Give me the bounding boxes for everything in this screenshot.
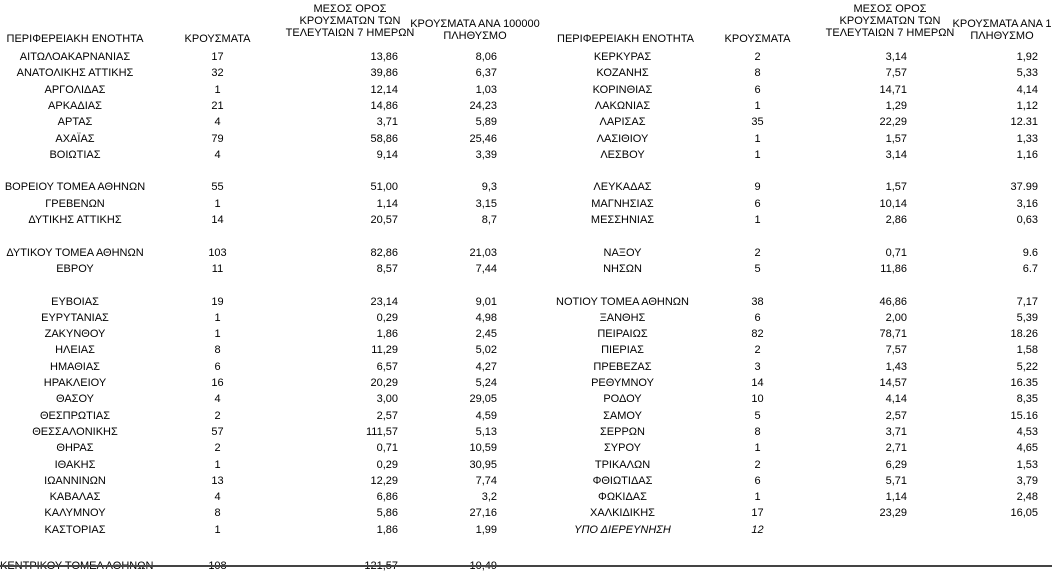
left-header-col-2: ΜΕΣΟΣ ΟΡΟΣ ΚΡΟΥΣΜΑΤΩΝ ΤΩΝ ΤΕΛΕΥΤΑΙΩΝ 7 ΗΜΕΡΩΝ	[285, 3, 415, 39]
right-row-cases: 1	[754, 99, 761, 112]
left-row-cases: 103	[208, 246, 227, 259]
right-row-name: ΦΘΙΩΤΙΔΑΣ	[592, 474, 653, 487]
right-row-cases: 14	[751, 377, 764, 389]
right-row-avg7: 6,29	[885, 458, 907, 471]
right-row-name: ΚΕΡΚΥΡΑΣ	[593, 51, 652, 63]
left-row-name: ΗΡΑΚΛΕΙΟΥ	[43, 377, 107, 389]
right-row-per100k: 5,22	[1016, 360, 1038, 373]
left-row-per100k: 7,44	[475, 262, 497, 275]
left-row-cases: 8	[214, 507, 221, 520]
right-row-name: ΛΑΚΩΝΙΑΣ	[594, 99, 651, 112]
right-row-cases: 5	[754, 262, 761, 275]
right-row-per100k: 4,65	[1016, 442, 1038, 455]
right-row-avg7: 2,86	[885, 214, 907, 226]
left-row-per100k: 1,03	[475, 83, 497, 96]
right-row-per100k: 1,16	[1016, 148, 1038, 161]
right-row-avg7: 46,86	[879, 295, 907, 308]
left-row-per100k: 24,23	[469, 99, 497, 112]
left-row-avg7: 6,57	[376, 360, 398, 373]
right-row-per100k: 1,33	[1016, 132, 1038, 145]
left-row-per100k: 5,89	[475, 116, 497, 129]
right-row-name: ΛΑΣΙΘΙΟΥ	[596, 132, 649, 145]
right-row-cases: 6	[754, 474, 761, 487]
right-row-per100k: 15.16	[1010, 409, 1038, 422]
left-row-per100k: 27,16	[469, 507, 497, 520]
right-row-name: ΤΡΙΚΑΛΩΝ	[594, 458, 651, 471]
right-row-per100k: 0,63	[1016, 214, 1038, 226]
left-row-cases: 1	[214, 197, 221, 210]
right-row-cases: 1	[754, 214, 761, 226]
left-row-name: ΘΕΣΣΑΛΟΝΙΚΗΣ	[32, 425, 118, 438]
left-row-cases: 1	[214, 458, 221, 471]
right-row-avg7: 23,29	[879, 507, 907, 520]
right-row-name: ΠΙΕΡΙΑΣ	[601, 344, 644, 357]
left-row-avg7: 11,29	[371, 344, 398, 357]
right-row-per100k: 1,58	[1016, 344, 1038, 357]
left-row-name: ΙΘΑΚΗΣ	[54, 458, 96, 471]
left-row-name: ΕΒΡΟΥ	[56, 262, 94, 275]
left-row-per100k: 29,05	[469, 393, 497, 406]
left-row-name: ΔΥΤΙΚΗΣ ΑΤΤΙΚΗΣ	[28, 214, 122, 226]
right-row-cases: 82	[751, 328, 764, 341]
left-row-avg7: 13,86	[370, 51, 398, 63]
right-row-per100k: 12.31	[1010, 116, 1038, 129]
right-row-name: ΛΕΥΚΑΔΑΣ	[593, 181, 652, 194]
right-row-per100k: 18.26	[1010, 328, 1038, 341]
left-row-cases: 32	[211, 67, 224, 80]
right-row-per100k: 3,16	[1016, 197, 1038, 210]
right-row-cases: 1	[754, 491, 761, 504]
left-row-name: ΑΧΑΪΑΣ	[55, 132, 95, 145]
right-row-name: ΣΥΡΟΥ	[603, 442, 641, 455]
left-row-cases: 17	[211, 51, 224, 63]
right-row-cases: 38	[751, 295, 764, 308]
right-row-name: ΜΕΣΣΗΝΙΑΣ	[590, 214, 655, 226]
right-row-cases: 2	[754, 344, 761, 357]
right-row-avg7: 5,71	[885, 474, 907, 487]
left-row-cases: 1	[214, 311, 221, 324]
right-row-per100k	[955, 523, 1038, 537]
left-row-cases: 4	[214, 116, 221, 129]
right-row-per100k: 9.6	[1022, 246, 1038, 259]
left-row-cases: 1	[214, 328, 221, 341]
left-row-per100k: 4,27	[475, 360, 497, 373]
left-row-cases: 8	[214, 344, 221, 357]
right-row-cases: 1	[754, 132, 761, 145]
left-row-name: ΕΥΒΟΙΑΣ	[51, 295, 99, 308]
right-row-per100k: 16,05	[1010, 507, 1038, 520]
right-row-cases: 1	[754, 148, 761, 161]
left-row-name: ΗΛΕΙΑΣ	[55, 344, 95, 357]
right-row-cases: 6	[754, 83, 761, 96]
right-row-cases: 6	[754, 311, 761, 324]
left-row-avg7: 0,29	[376, 458, 398, 471]
right-row-avg7: 2,57	[885, 409, 907, 422]
left-row-cases: 57	[211, 425, 224, 438]
left-header-col-3: ΚΡΟΥΣΜΑΤΑ ΑΝΑ 100000 ΠΛΗΘΥΣΜΟ	[410, 18, 540, 42]
left-row-cases: 6	[214, 360, 221, 373]
right-row-avg7: 3,71	[885, 425, 907, 438]
left-row-name: ΒΟΙΩΤΙΑΣ	[49, 148, 101, 161]
left-row-name: ΔΥΤΙΚΟΥ ΤΟΜΕΑ ΑΘΗΝΩΝ	[6, 246, 144, 259]
right-row-avg7: 1,57	[885, 181, 907, 194]
left-row-per100k: 3,2	[481, 491, 497, 504]
right-row-name: ΜΑΓΝΗΣΙΑΣ	[591, 197, 654, 210]
right-row-name: ΝΗΣΩΝ	[603, 262, 642, 275]
left-row-avg7: 6,86	[376, 491, 398, 504]
right-row-name: ΥΠΟ ΔΙΕΡΕΥΝΗΣΗ	[574, 523, 671, 536]
right-row-per100k: 4,53	[1016, 425, 1038, 438]
right-header-col-1: ΚΡΟΥΣΜΑΤΑ	[724, 33, 791, 45]
right-row-per100k: 2,48	[1016, 491, 1038, 504]
left-row-avg7: 20,29	[370, 377, 398, 389]
left-row-cases: 55	[211, 181, 224, 194]
left-row-per100k: 4,98	[475, 311, 497, 324]
right-row-name: ΝΑΞΟΥ	[603, 246, 642, 259]
left-row-per100k: 6,37	[475, 67, 497, 80]
right-row-per100k: 1,92	[1016, 51, 1038, 63]
left-row-avg7: 0,71	[376, 442, 398, 455]
left-row-name: ΒΟΡΕΙΟΥ ΤΟΜΕΑ ΑΘΗΝΩΝ	[4, 181, 146, 194]
left-header-col-1: ΚΡΟΥΣΜΑΤΑ	[184, 33, 251, 45]
right-row-avg7: 1,14	[885, 491, 907, 504]
left-row-per100k: 2,45	[475, 328, 497, 341]
left-row-avg7: 0,29	[376, 311, 398, 324]
left-row-per100k: 3,15	[475, 197, 497, 210]
left-row-cases: 21	[211, 99, 224, 112]
left-row-per100k: 7,74	[475, 474, 497, 487]
left-row-avg7: 8,57	[376, 262, 398, 275]
right-row-avg7: 7,57	[885, 344, 907, 357]
left-row-cases: 4	[214, 393, 221, 406]
right-row-name: ΣΕΡΡΩΝ	[600, 425, 645, 438]
right-row-avg7: 2,71	[885, 442, 907, 455]
left-row-avg7: 51,00	[370, 181, 398, 194]
left-row-avg7: 58,86	[370, 132, 398, 145]
left-row-cases: 2	[214, 409, 221, 422]
left-row-avg7: 20,57	[370, 214, 398, 226]
left-row-avg7: 1,14	[376, 197, 398, 210]
right-row-cases: 2	[754, 51, 761, 63]
right-row-avg7: 1,43	[885, 360, 907, 373]
left-row-per100k: 8,06	[475, 51, 497, 63]
left-row-per100k: 10,59	[469, 442, 497, 455]
left-row-name: ΚΑΣΤΟΡΙΑΣ	[44, 523, 106, 536]
left-header-col-0: ΠΕΡΙΦΕΡΕΙΑΚΗ ΕΝΟΤΗΤΑ	[6, 33, 144, 45]
right-header-col-3: ΚΡΟΥΣΜΑΤΑ ΑΝΑ 1 ΠΛΗΘΥΣΜΟ	[952, 18, 1052, 42]
right-row-avg7: 22,29	[879, 116, 907, 129]
left-row-per100k: 3,39	[475, 148, 497, 161]
left-row-cases: 79	[211, 132, 224, 145]
right-row-per100k: 4,14	[1016, 83, 1038, 96]
right-header-col-2: ΜΕΣΟΣ ΟΡΟΣ ΚΡΟΥΣΜΑΤΩΝ ΤΩΝ ΤΕΛΕΥΤΑΙΩΝ 7 ΗΜΕΡΩΝ	[825, 3, 955, 39]
left-row-name: ΙΩΑΝΝΙΝΩΝ	[44, 474, 106, 487]
right-header-col-0: ΠΕΡΙΦΕΡΕΙΑΚΗ ΕΝΟΤΗΤΑ	[557, 33, 694, 45]
right-row-cases: 12	[751, 523, 764, 536]
right-row-name: ΛΕΣΒΟΥ	[600, 148, 645, 161]
left-row-name: ΑΙΤΩΛΟΑΚΑΡΝΑΝΙΑΣ	[19, 51, 131, 63]
left-row-name: ΘΗΡΑΣ	[56, 442, 94, 455]
right-row-name: ΣΑΜΟΥ	[603, 409, 642, 422]
right-row-name: ΛΑΡΙΣΑΣ	[599, 116, 646, 129]
left-row-avg7: 1,86	[376, 523, 398, 536]
left-row-name: ΗΜΑΘΙΑΣ	[50, 360, 100, 373]
left-row-cases: 4	[214, 148, 221, 161]
right-row-name: ΠΡΕΒΕΖΑΣ	[593, 360, 652, 373]
right-row-cases: 8	[754, 67, 761, 80]
right-row-cases: 3	[754, 360, 761, 373]
left-row-avg7: 3,71	[376, 116, 398, 129]
left-row-avg7: 23,14	[370, 295, 398, 308]
right-row-avg7: 3,14	[885, 148, 907, 161]
right-row-cases: 35	[751, 116, 764, 129]
left-row-name: ΘΑΣΟΥ	[55, 393, 95, 406]
left-row-cases: 2	[214, 442, 221, 455]
left-row-per100k: 5,02	[475, 344, 497, 357]
left-row-cases: 1	[214, 83, 221, 96]
right-row-name: ΞΑΝΘΗΣ	[599, 311, 646, 324]
left-row-per100k: 21,03	[469, 246, 497, 259]
right-row-avg7: 4,14	[885, 393, 907, 406]
left-row-per100k: 9,01	[475, 295, 497, 308]
left-row-name: ΓΡΕΒΕΝΩΝ	[45, 197, 105, 210]
left-row-name: ΑΡΤΑΣ	[57, 116, 93, 129]
left-row-name: ΖΑΚΥΝΘΟΥ	[44, 328, 106, 341]
right-row-cases: 2	[754, 246, 761, 259]
right-row-per100k: 5,39	[1016, 311, 1038, 324]
left-row-avg7: 12,14	[370, 83, 398, 96]
right-row-cases: 6	[754, 197, 761, 210]
right-row-avg7: 3,14	[885, 51, 907, 63]
right-row-per100k: 5,33	[1016, 67, 1038, 80]
left-row-name: ΕΥΡΥΤΑΝΙΑΣ	[41, 311, 109, 324]
left-row-name: ΑΡΓΟΛΙΔΑΣ	[44, 83, 106, 96]
left-row-avg7: 12,29	[370, 474, 398, 487]
left-row-avg7: 9,14	[376, 148, 398, 161]
right-row-name: ΚΟΖΑΝΗΣ	[596, 67, 649, 80]
left-row-name: ΘΕΣΠΡΩΤΙΑΣ	[39, 409, 111, 422]
left-row-avg7: 3,00	[376, 393, 398, 406]
right-row-cases: 1	[754, 442, 761, 455]
left-row-name: ΑΡΚΑΔΙΑΣ	[48, 99, 102, 112]
left-row-name: ΚΑΒΑΛΑΣ	[49, 491, 101, 504]
left-row-avg7: 39,86	[370, 67, 398, 80]
left-row-cases: 4	[214, 491, 221, 504]
left-row-name: ΚΑΛΥΜΝΟΥ	[44, 507, 106, 520]
right-row-per100k: 1,12	[1016, 99, 1038, 112]
right-row-per100k: 1,53	[1016, 458, 1038, 471]
right-row-name: ΡΕΘΥΜΝΟΥ	[591, 377, 654, 389]
left-row-cases: 11	[211, 262, 224, 275]
right-row-cases: 8	[754, 425, 761, 438]
left-row-avg7: 5,86	[376, 507, 398, 520]
right-row-name: ΠΕΙΡΑΙΩΣ	[597, 328, 648, 341]
right-row-cases: 17	[751, 507, 764, 520]
right-row-per100k: 3,79	[1016, 474, 1038, 487]
right-row-avg7: 7,57	[885, 67, 907, 80]
left-row-per100k: 5,24	[475, 377, 497, 389]
right-row-per100k: 6.7	[1022, 262, 1038, 275]
right-row-per100k: 37.99	[1010, 181, 1038, 194]
left-row-cases: 16	[211, 377, 224, 389]
right-row-avg7: 0,71	[885, 246, 907, 259]
left-row-per100k: 25,46	[469, 132, 497, 145]
left-row-avg7: 14,86	[370, 99, 398, 112]
left-row-cases: 13	[211, 474, 224, 487]
left-row-avg7: 2,57	[376, 409, 398, 422]
right-row-name: ΦΩΚΙΔΑΣ	[598, 491, 647, 504]
right-row-avg7: 78,71	[879, 328, 907, 341]
right-row-avg7: 1,29	[885, 99, 907, 112]
bottom-rule	[0, 565, 1052, 567]
left-row-per100k: 1,99	[475, 523, 497, 536]
left-row-per100k: 30,95	[469, 458, 497, 471]
left-row-avg7: 111,57	[365, 425, 398, 438]
left-row-per100k: 9,3	[481, 181, 497, 194]
left-row-cases: 19	[211, 295, 224, 308]
left-row-per100k: 4,59	[475, 409, 497, 422]
right-row-name: ΡΟΔΟΥ	[603, 393, 642, 406]
right-row-name: ΚΟΡΙΝΘΙΑΣ	[592, 83, 653, 96]
right-row-avg7: 1,57	[885, 132, 907, 145]
right-row-cases: 2	[754, 458, 761, 471]
left-row-per100k: 8,7	[481, 214, 497, 226]
right-row-cases: 5	[754, 409, 761, 422]
right-row-avg7: 10,14	[879, 197, 907, 210]
right-row-avg7	[830, 523, 907, 537]
right-row-cases: 10	[751, 393, 764, 406]
left-row-avg7: 82,86	[370, 246, 398, 259]
right-row-per100k: 8,35	[1016, 393, 1038, 406]
right-row-name: ΧΑΛΚΙΔΙΚΗΣ	[590, 507, 655, 520]
right-row-per100k: 16.35	[1010, 377, 1038, 389]
right-row-avg7: 2,00	[885, 311, 907, 324]
left-row-name: ΑΝΑΤΟΛΙΚΗΣ ΑΤΤΙΚΗΣ	[16, 67, 134, 80]
left-row-cases: 14	[211, 214, 224, 226]
right-row-name: ΝΟΤΙΟΥ ΤΟΜΕΑ ΑΘΗΝΩΝ	[556, 295, 689, 308]
right-row-avg7: 14,57	[879, 377, 907, 389]
right-row-cases: 9	[754, 181, 761, 194]
right-row-per100k: 7,17	[1016, 295, 1038, 308]
right-row-avg7: 11,86	[880, 262, 907, 275]
right-row-avg7: 14,71	[879, 83, 907, 96]
left-row-cases: 1	[214, 523, 221, 536]
left-row-per100k: 5,13	[475, 425, 497, 438]
left-row-avg7: 1,86	[376, 328, 398, 341]
